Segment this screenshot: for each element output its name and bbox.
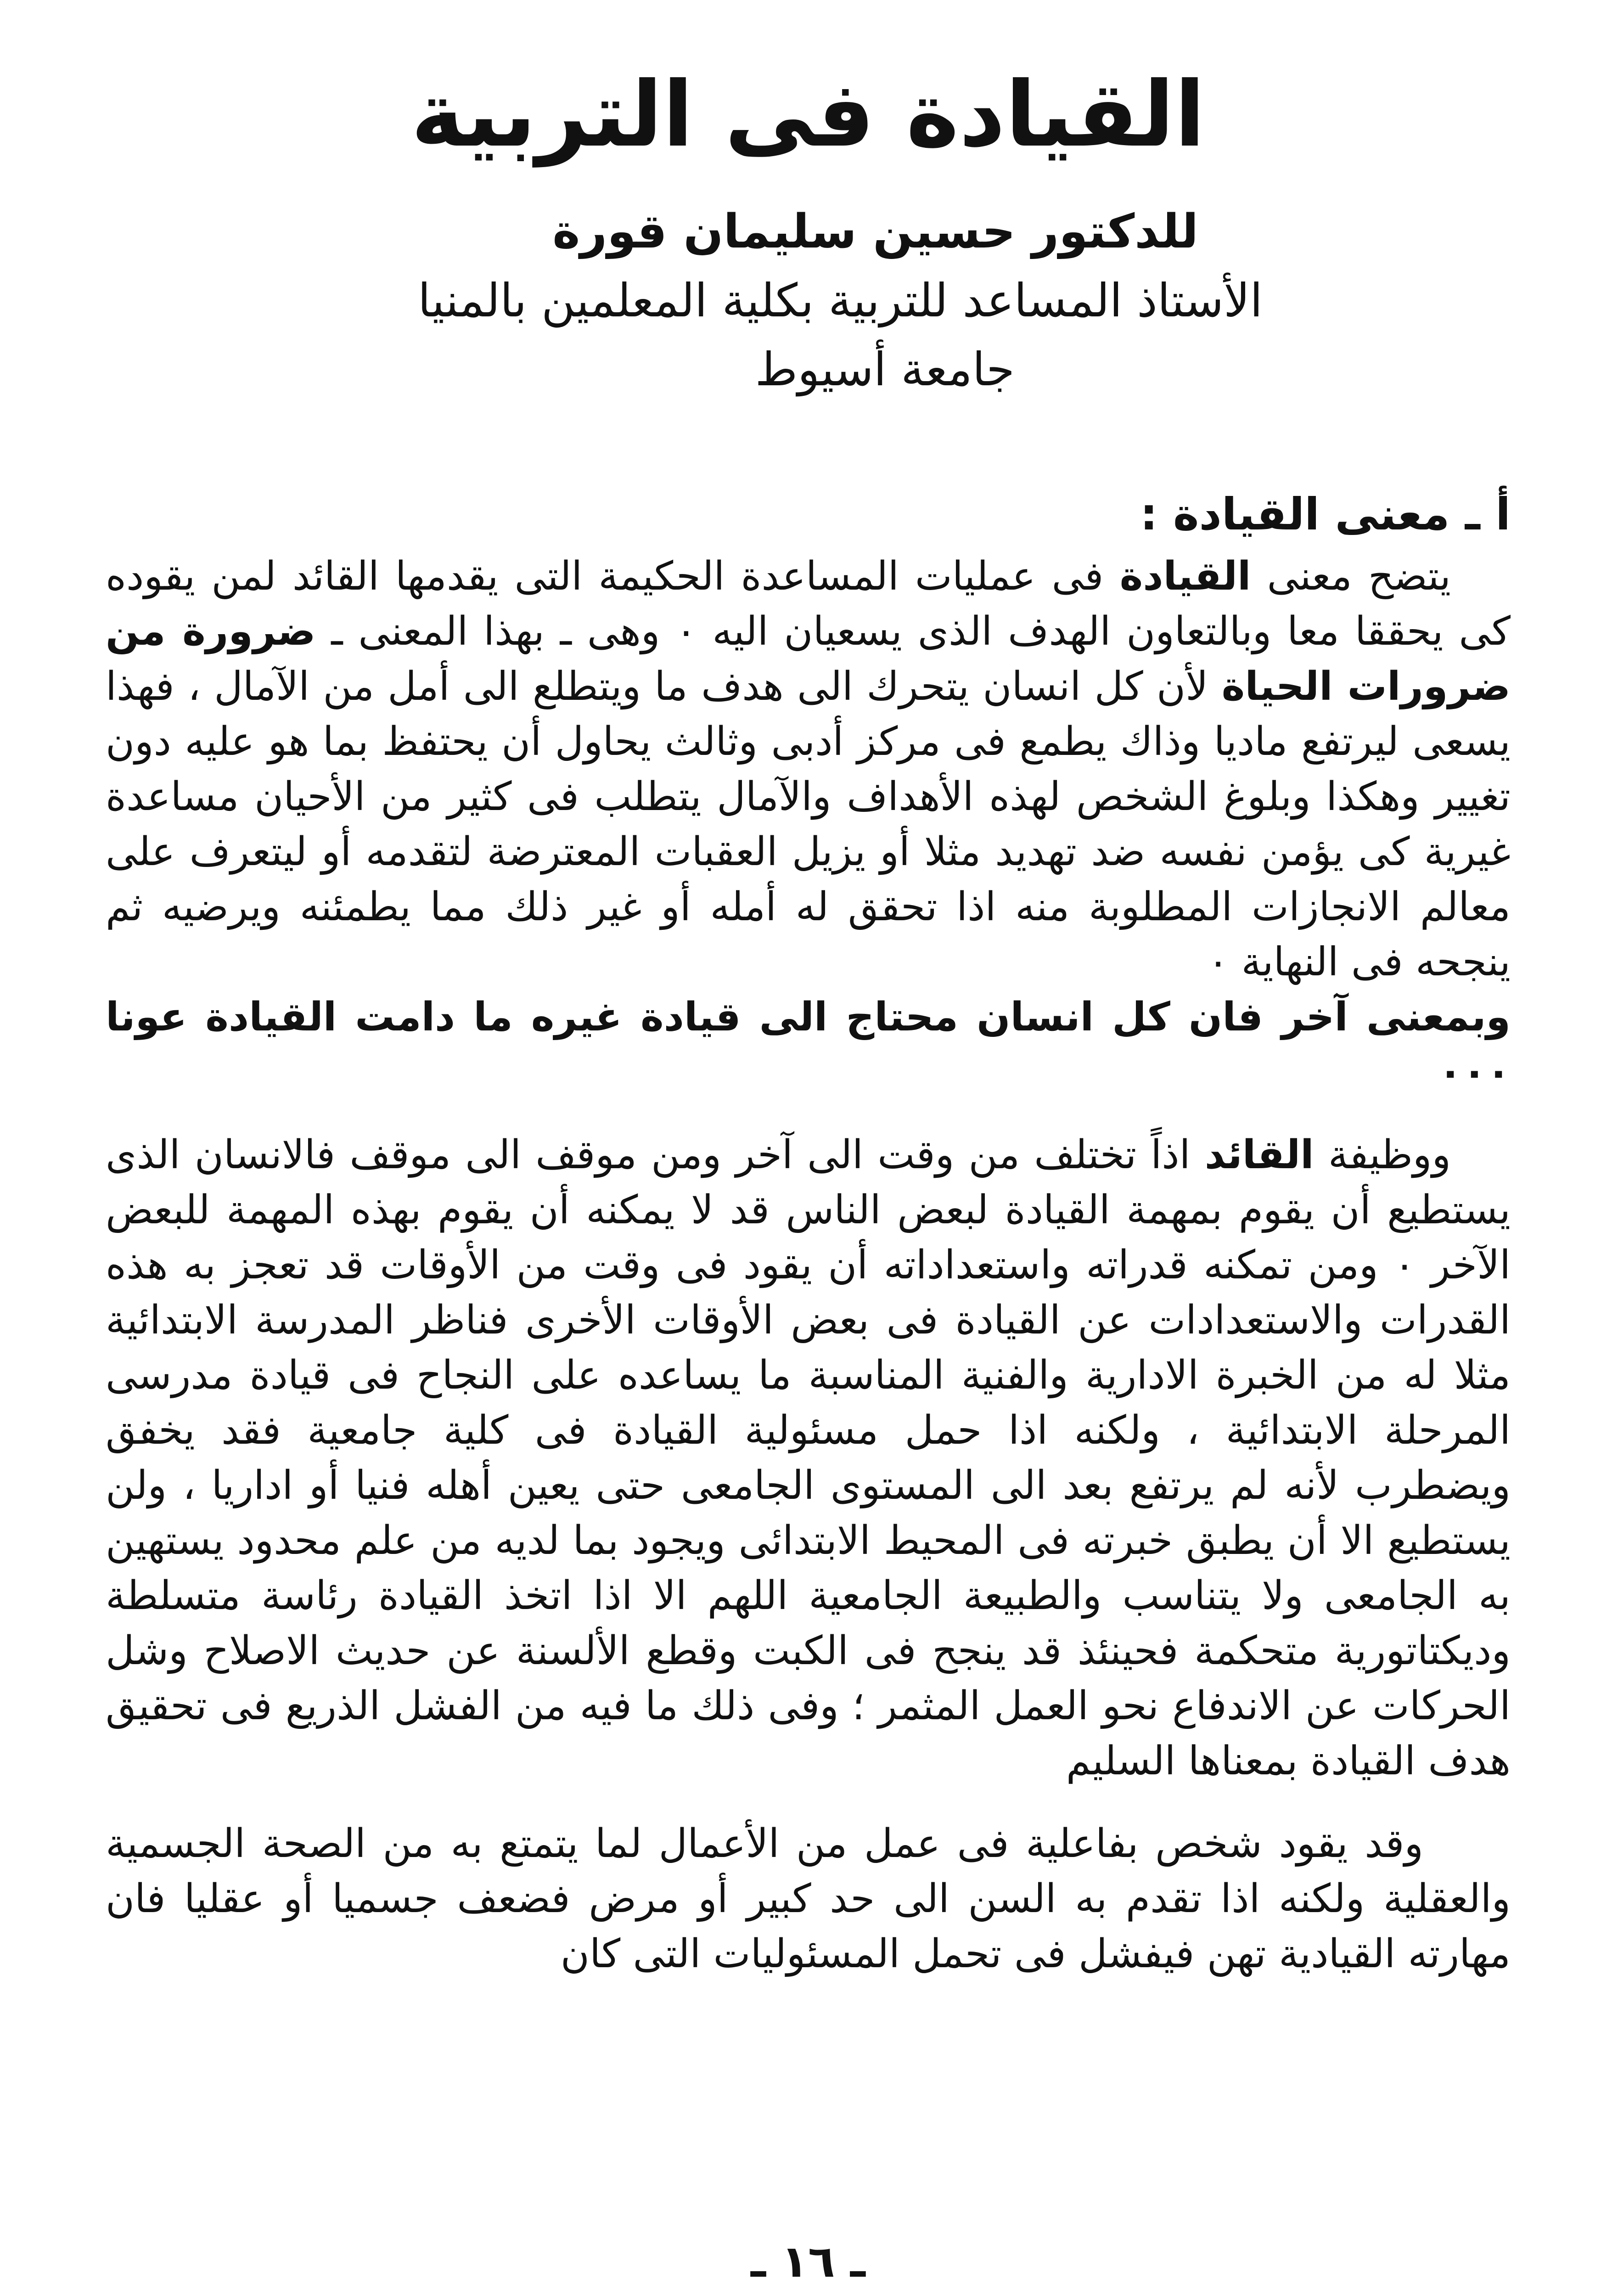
- author-university: جامعة أسيوط: [755, 343, 1015, 396]
- section-heading: أ ـ معنى القيادة :: [1140, 489, 1511, 540]
- document-title: القيادة فى التربية: [410, 62, 1206, 167]
- page-number: ـ ١٦ ـ: [751, 2236, 865, 2287]
- author-name: للدكتور حسين سليمان قورة: [552, 204, 1198, 259]
- author-block: [253, 197, 1263, 404]
- paragraph-1-bold-a: القيادة: [1119, 553, 1251, 599]
- paragraph-2-bold-a: القائد: [1204, 1132, 1314, 1178]
- paragraph-1-text-b: فى عمليات المساعدة الحكيمة التى يقدمها القائد لمن يقوده كى يحققا معا وبالتعاون الهدف الذى يسعيان اليه ٠ وهى ـ بهذا المعنى ـ: [106, 553, 1511, 654]
- paragraph-1-conclusion: وبمعنى آخر فان كل انسان محتاج الى قيادة غيره ما دامت القيادة عونا ٠٠٠: [106, 994, 1511, 1095]
- paragraph-1: [106, 549, 1511, 1100]
- paragraph-1-text-c: لأن كل انسان يتحرك الى هدف ما ويتطلع الى أمل من الآمال ، فهذا يسعى ليرتفع ماديا وذاك يطمع فى مركز أدبى وثالث يحاول أن يحتفظ بما هو عليه دون تغيير وهكذا وبلوغ الشخص لهذه الأهداف والآمال يتطلب فى كثير من الأحيان مساعدة غيرية كى يؤمن نفسه ضد تهديد مثلا أو يزيل العقبات المعترضة لتقدمه أو ليتعرف على معالم الانجازات المطلوبة منه اذا تحقق له أمله أو غير ذلك مما يطمئنه ويرضيه ثم ينجحه فى النهاية ٠: [106, 664, 1511, 985]
- body-text: [106, 549, 1511, 1981]
- paragraph-3: وقد يقود شخص بفاعلية فى عمل من الأعمال لما يتمتع به من الصحة الجسمية والعقلية ولكنه اذا تقدم به السن الى حد كبير أو مرض فضعف جسميا أو عقليا فان مهارته القيادية تهن فيفشل فى تحمل المسئوليات التى كان: [106, 1821, 1511, 1977]
- paragraph-2-text-b: اذاً تختلف من وقت الى آخر ومن موقف الى موقف فالانسان الذى يستطيع أن يقوم بمهمة القيادة لبعض الناس قد لا يمكنه أن يقوم بهذه المهمة للبعض الآخر ٠ ومن تمكنه قدراته واستعداداته أن يقود فى وقت من الأوقات قد تعجز به هذه القدرات والاستعدادات عن القيادة فى بعض الأوقات الأخرى فناظر المدرسة الابتدائية مثلا له من الخبرة الادارية والفنية المناسبة ما يساعده على النجاح فى قيادة مدرسى المرحلة الابتدائية ، ولكنه اذا حمل مسئولية القيادة فى كلية جامعية فقد يخفق ويضطرب لأنه لم يرتفع بعد الى المستوى الجامعى حتى يعين أهله فنيا أو اداريا ، ولن يستطيع الا أن يطبق خبرته فى المحيط الابتدائى ويجود بما لديه من علم محدود يستهين به الجامعى ولا يتناسب والطبيعة الجامعية اللهم الا اذا اتخذ القيادة رئاسة متسلطة وديكتاتورية متحكمة فحينئذ قد ينجح فى الكبت وقطع الألسنة عن حديث الاصلاح وشل الحركات عن الاندفاع نحو العمل المثمر ؛ وفى ذلك ما فيه من الفشل الذريع فى تحقيق هدف القيادة بمعناها السليم: [106, 1132, 1511, 1784]
- document-page: [106, 41, 1511, 2291]
- paragraph-2-text-a: ووظيفة: [1314, 1132, 1451, 1178]
- paragraph-2: [106, 1127, 1511, 1789]
- author-position: الأستاذ المساعد للتربية بكلية المعلمين بالمنيا: [417, 274, 1263, 327]
- paragraph-1-bold-b: ضرورة من ضرورات الحياة: [106, 608, 1511, 709]
- paragraph-1-text-a: يتضح معنى: [1251, 553, 1451, 599]
